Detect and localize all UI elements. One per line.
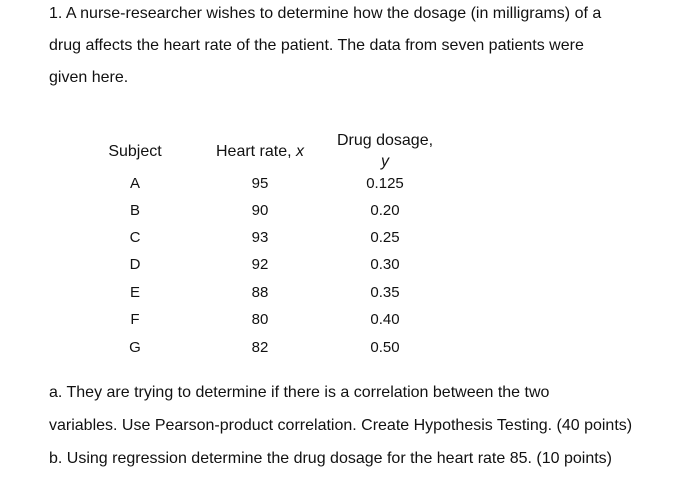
subject-cell: A [129, 175, 140, 192]
subject-cell: F [130, 311, 140, 328]
subject-cell: B [129, 202, 140, 219]
intro-line-2: drug affects the heart rate of the patient. The data from seven patients were [49, 37, 584, 54]
header-heart-rate [200, 142, 320, 162]
dosage-cell: 0.50 [370, 339, 400, 356]
heart-rate-cell: 90 [251, 202, 269, 219]
intro-line-1: 1. A nurse-researcher wishes to determine how the dosage (in milligrams) of a [49, 5, 602, 22]
header-heart-rate-label: Heart rate, [215, 143, 297, 160]
header-dosage: Drug dosage, [336, 132, 434, 149]
header-heart-rate-var: x [296, 143, 305, 160]
intro-line-3: given here. [49, 69, 129, 86]
dosage-cell: 0.125 [366, 175, 404, 192]
header-subject: Subject [108, 143, 162, 160]
part-a-line-1: a. They are trying to determine if there is a correlation between the two [49, 384, 550, 401]
part-b-line: b. Using regression determine the drug dosage for the heart rate 85. (10 points) [49, 450, 612, 467]
header-dosage-var: y [381, 153, 389, 170]
part-a-line-2: variables. Use Pearson-product correlation. Create Hypothesis Testing. (40 points) [49, 417, 633, 434]
subject-cell: D [129, 256, 141, 273]
heart-rate-cell: 95 [251, 175, 269, 192]
subject-cell: E [129, 284, 140, 301]
heart-rate-cell: 80 [251, 311, 269, 328]
subject-cell: G [129, 339, 141, 356]
dosage-cell: 0.25 [370, 229, 400, 246]
heart-rate-cell: 82 [251, 339, 269, 356]
dosage-cell: 0.35 [370, 284, 400, 301]
heart-rate-cell: 92 [251, 256, 269, 273]
heart-rate-cell: 88 [251, 284, 269, 301]
dosage-cell: 0.40 [370, 311, 400, 328]
heart-rate-cell: 93 [251, 229, 269, 246]
dosage-cell: 0.20 [370, 202, 400, 219]
dosage-cell: 0.30 [370, 256, 400, 273]
subject-cell: C [129, 229, 141, 246]
